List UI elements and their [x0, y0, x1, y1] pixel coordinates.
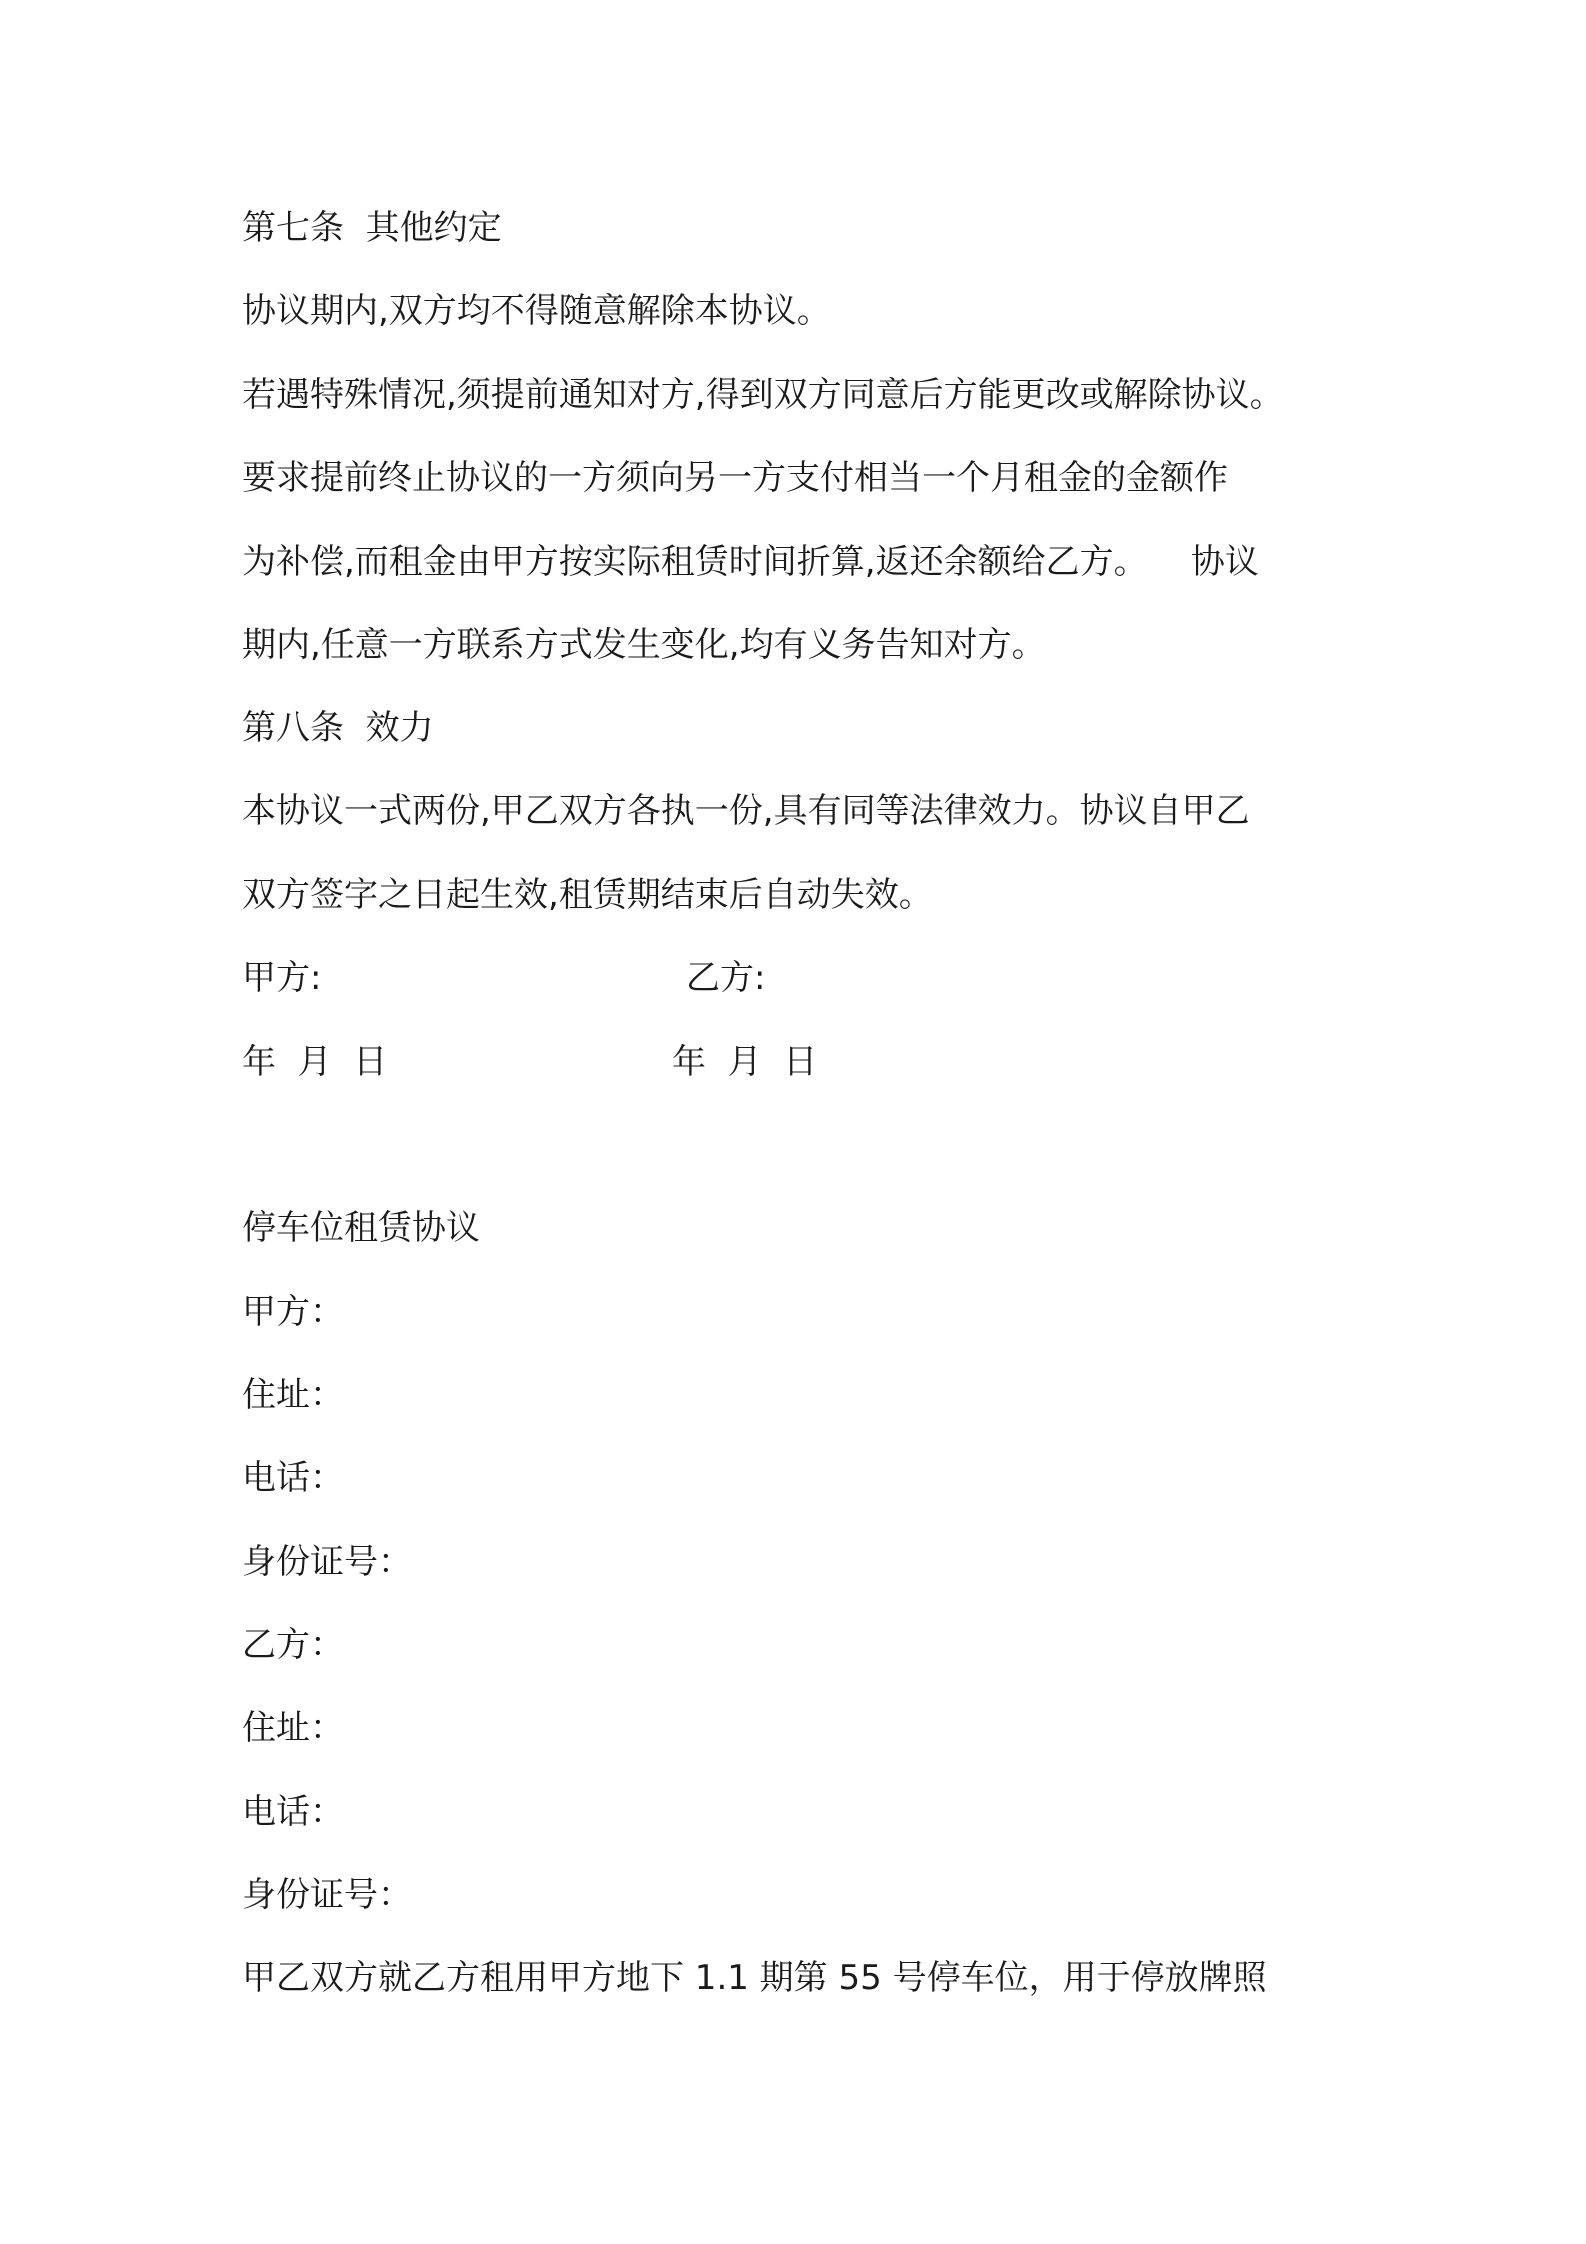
party-b-address: 住址：	[242, 1708, 344, 1748]
section7-line-2: 若遇特殊情况,须提前通知对方,得到双方同意后方能更改或解除协议。	[242, 375, 1284, 415]
section8-line-1: 本协议一式两份,甲乙双方各执一份,具有同等法律效力。协议自甲乙	[242, 791, 1250, 831]
party-a-id: 身份证号：	[242, 1542, 412, 1582]
party-a-label: 甲方：	[242, 1292, 344, 1332]
section8-heading: 第八条 效力	[242, 708, 434, 748]
party-b-label: 乙方：	[242, 1625, 344, 1665]
party-a-address: 住址：	[242, 1375, 344, 1415]
section7-heading: 第七条 其他约定	[242, 208, 502, 248]
agreement-title: 停车位租赁协议	[242, 1208, 480, 1248]
party-b-phone: 电话：	[242, 1792, 344, 1832]
agreement-body-line: 甲乙双方就乙方租用甲方地下 1.1 期第 55 号停车位，用于停放牌照	[242, 1958, 1267, 1998]
signature-date-a: 年 月 日	[242, 1042, 388, 1082]
section7-line-1: 协议期内,双方均不得随意解除本协议。	[242, 291, 831, 331]
section7-line-4: 为补偿,而租金由甲方按实际租赁时间折算,返还余额给乙方。 协议	[242, 542, 1259, 582]
party-b-id: 身份证号：	[242, 1875, 412, 1915]
section7-line-5: 期内,任意一方联系方式发生变化,均有义务告知对方。	[242, 625, 1046, 665]
signature-party-a: 甲方:	[242, 958, 322, 998]
section7-line-3: 要求提前终止协议的一方须向另一方支付相当一个月租金的金额作	[242, 458, 1228, 498]
signature-date-b: 年 月 日	[672, 1042, 818, 1082]
signature-party-b: 乙方:	[686, 958, 766, 998]
party-a-phone: 电话：	[242, 1458, 344, 1498]
section8-line-2: 双方签字之日起生效,租赁期结束后自动失效。	[242, 875, 933, 915]
